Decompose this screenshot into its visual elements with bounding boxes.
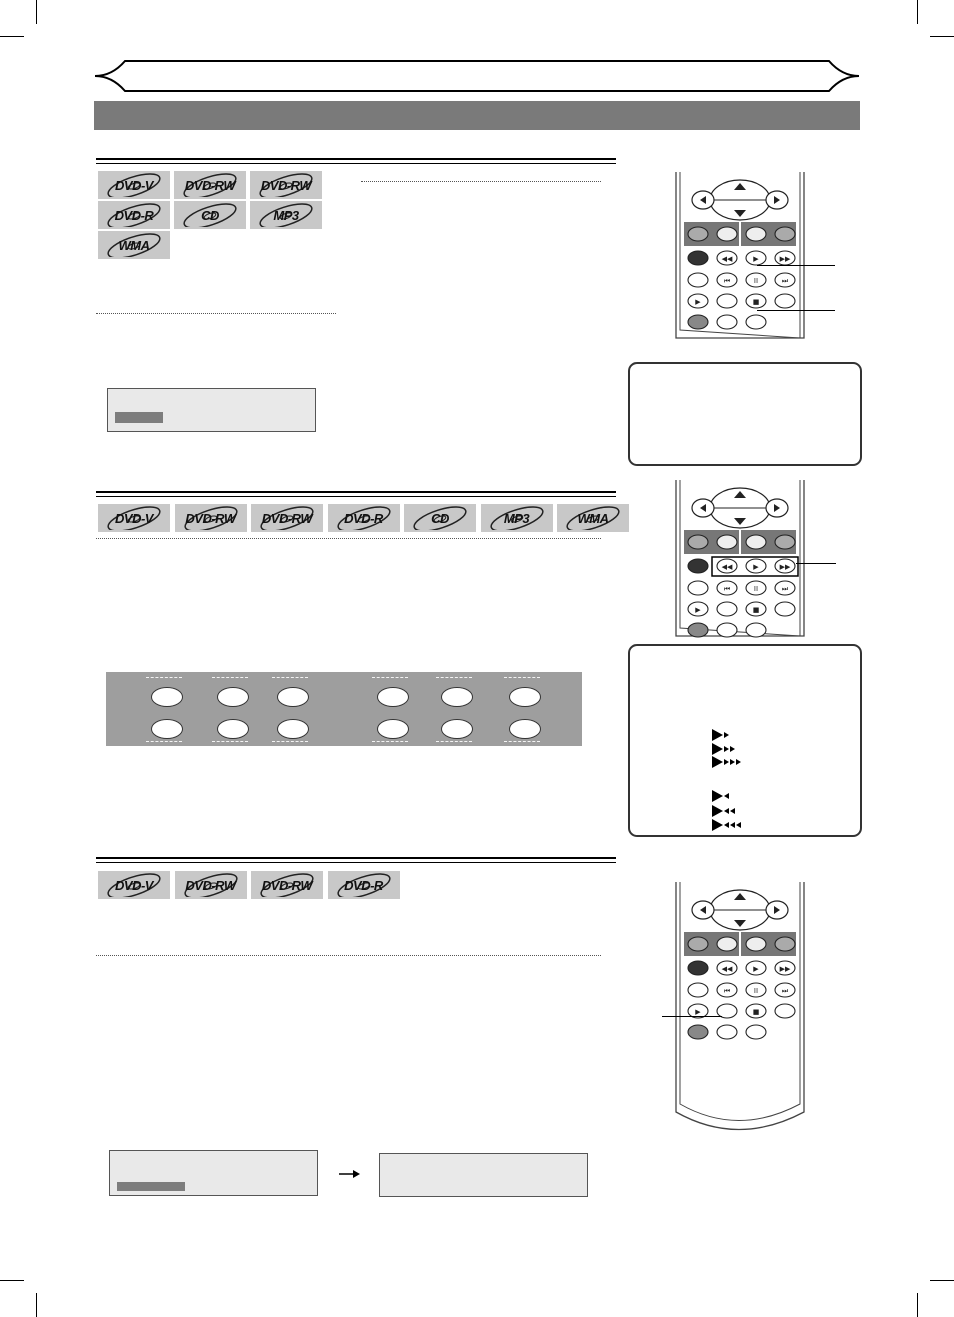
disc-label: WMA [118, 238, 150, 253]
crop-mark [930, 1280, 954, 1281]
section-rule-thin [96, 496, 616, 497]
callout-line [796, 563, 836, 564]
svg-text:⏭: ⏭ [781, 277, 789, 285]
svg-text:⏮: ⏮ [723, 277, 731, 285]
disc-badge [98, 201, 170, 229]
remote-control [670, 170, 850, 340]
arrow-right-icon [338, 1168, 362, 1180]
speed-button-bottom [377, 719, 409, 739]
svg-text:⏮: ⏮ [723, 987, 731, 995]
osd-screen-after [379, 1153, 588, 1197]
reverse-arrow-icon [212, 741, 248, 742]
disc-badge [174, 171, 246, 199]
disc-badge [175, 504, 247, 532]
speed-button-bottom [509, 719, 541, 739]
disc-badge [98, 871, 170, 899]
callout-line [757, 310, 835, 311]
svg-text:▶: ▶ [753, 965, 759, 973]
disc-label: WMA [577, 511, 609, 526]
svg-text:⏭: ⏭ [781, 585, 789, 593]
speed-panel [106, 672, 582, 746]
header-banner [92, 58, 862, 94]
reverse-arrow-icon [272, 741, 308, 742]
disc-label: DVD-V [115, 178, 153, 193]
divider [96, 955, 601, 956]
speed-button-bottom [217, 719, 249, 739]
osd-bar [115, 412, 163, 423]
disc-badge [98, 504, 170, 532]
disc-label: MP3 [273, 208, 299, 223]
reverse-arrow-icon [436, 741, 472, 742]
disc-label: DVD-R [344, 878, 383, 893]
svg-text:◀◀: ◀◀ [721, 965, 733, 973]
disc-badge [250, 171, 322, 199]
section-rule [96, 158, 616, 160]
reverse-x2-icon [712, 805, 756, 817]
section-rule-thin [96, 163, 616, 164]
disc-label: CD [431, 511, 449, 526]
section-rule-thin [96, 862, 616, 863]
crop-mark [930, 36, 954, 37]
speed-button-bottom [151, 719, 183, 739]
disc-label: MP3 [503, 511, 530, 526]
svg-text:II: II [753, 987, 759, 995]
section-bar [94, 101, 860, 130]
callout-line [757, 265, 835, 266]
svg-text:II: II [753, 585, 759, 593]
disc-label: DVD-R [344, 511, 383, 526]
crop-mark [0, 1280, 24, 1281]
svg-text:▶▶: ▶▶ [779, 255, 791, 263]
svg-text:▶: ▶ [753, 563, 759, 571]
reverse-x3-icon [712, 819, 756, 831]
osd-screen-before [109, 1150, 318, 1196]
crop-mark [36, 0, 37, 24]
disc-label: DVD-V [115, 878, 153, 893]
svg-text:▶: ▶ [695, 1008, 701, 1016]
forward-x1-icon [712, 729, 756, 741]
reverse-x1-icon [712, 790, 756, 802]
section-rule [96, 857, 616, 859]
speed-button-top [441, 687, 473, 707]
disc-badge [328, 871, 400, 899]
svg-text:⏭: ⏭ [781, 987, 789, 995]
forward-arrow-icon [212, 677, 248, 678]
forward-x2-icon [712, 743, 756, 755]
disc-badge [250, 201, 322, 229]
disc-badge [557, 504, 629, 532]
crop-mark [36, 1293, 37, 1317]
disc-label: DVD-RW [185, 878, 236, 893]
divider [96, 538, 601, 539]
disc-badge [175, 871, 247, 899]
speed-button-top [277, 687, 309, 707]
svg-text:⏮: ⏮ [723, 585, 731, 593]
disc-badge [98, 171, 170, 199]
disc-label: DVD-RW [261, 878, 313, 893]
forward-arrow-icon [436, 677, 472, 678]
forward-arrow-icon [272, 677, 308, 678]
reverse-arrow-icon [372, 741, 408, 742]
disc-badge [481, 504, 553, 532]
divider [361, 181, 601, 182]
disc-badge [251, 871, 323, 899]
speed-button-top [377, 687, 409, 707]
disc-badge [98, 231, 170, 259]
svg-text:▶▶: ▶▶ [779, 563, 791, 571]
disc-badge [404, 504, 476, 532]
svg-text:◀◀: ◀◀ [721, 563, 733, 571]
disc-badge [174, 201, 246, 229]
svg-text:■: ■ [752, 606, 760, 614]
svg-text:▶: ▶ [753, 255, 759, 263]
disc-label: CD [201, 208, 219, 223]
forward-arrow-icon [372, 677, 408, 678]
speed-button-bottom [441, 719, 473, 739]
speed-button-bottom [277, 719, 309, 739]
disc-badge [328, 504, 400, 532]
disc-label: DVD-RW [184, 178, 236, 193]
divider [96, 313, 336, 314]
forward-arrow-icon [504, 677, 540, 678]
osd-screen [107, 388, 316, 432]
disc-label: DVD-RW [261, 511, 313, 526]
forward-x3-icon [712, 756, 756, 768]
crop-mark [0, 36, 24, 37]
reverse-arrow-icon [504, 741, 540, 742]
disc-label: DVD-V [115, 511, 153, 526]
crop-mark [917, 1293, 918, 1317]
note-box [628, 362, 862, 466]
svg-text:◀◀: ◀◀ [721, 255, 733, 263]
osd-bar [117, 1182, 185, 1191]
svg-text:▶: ▶ [695, 606, 701, 614]
disc-label: DVD-R [114, 208, 154, 223]
callout-line [662, 1016, 722, 1017]
svg-text:■: ■ [752, 1008, 760, 1016]
svg-text:▶▶: ▶▶ [779, 965, 791, 973]
forward-arrow-icon [146, 677, 182, 678]
speed-button-top [217, 687, 249, 707]
disc-label: DVD-RW [185, 511, 236, 526]
remote-control [670, 478, 850, 638]
speed-button-top [151, 687, 183, 707]
disc-label: DVD-RW [260, 178, 312, 193]
crop-mark [917, 0, 918, 24]
svg-text:II: II [753, 277, 759, 285]
reverse-arrow-icon [146, 741, 182, 742]
section-rule [96, 491, 616, 493]
disc-badge [251, 504, 323, 532]
svg-text:▶: ▶ [695, 298, 701, 306]
svg-text:■: ■ [752, 298, 760, 306]
remote-control [670, 880, 850, 1150]
speed-button-top [509, 687, 541, 707]
